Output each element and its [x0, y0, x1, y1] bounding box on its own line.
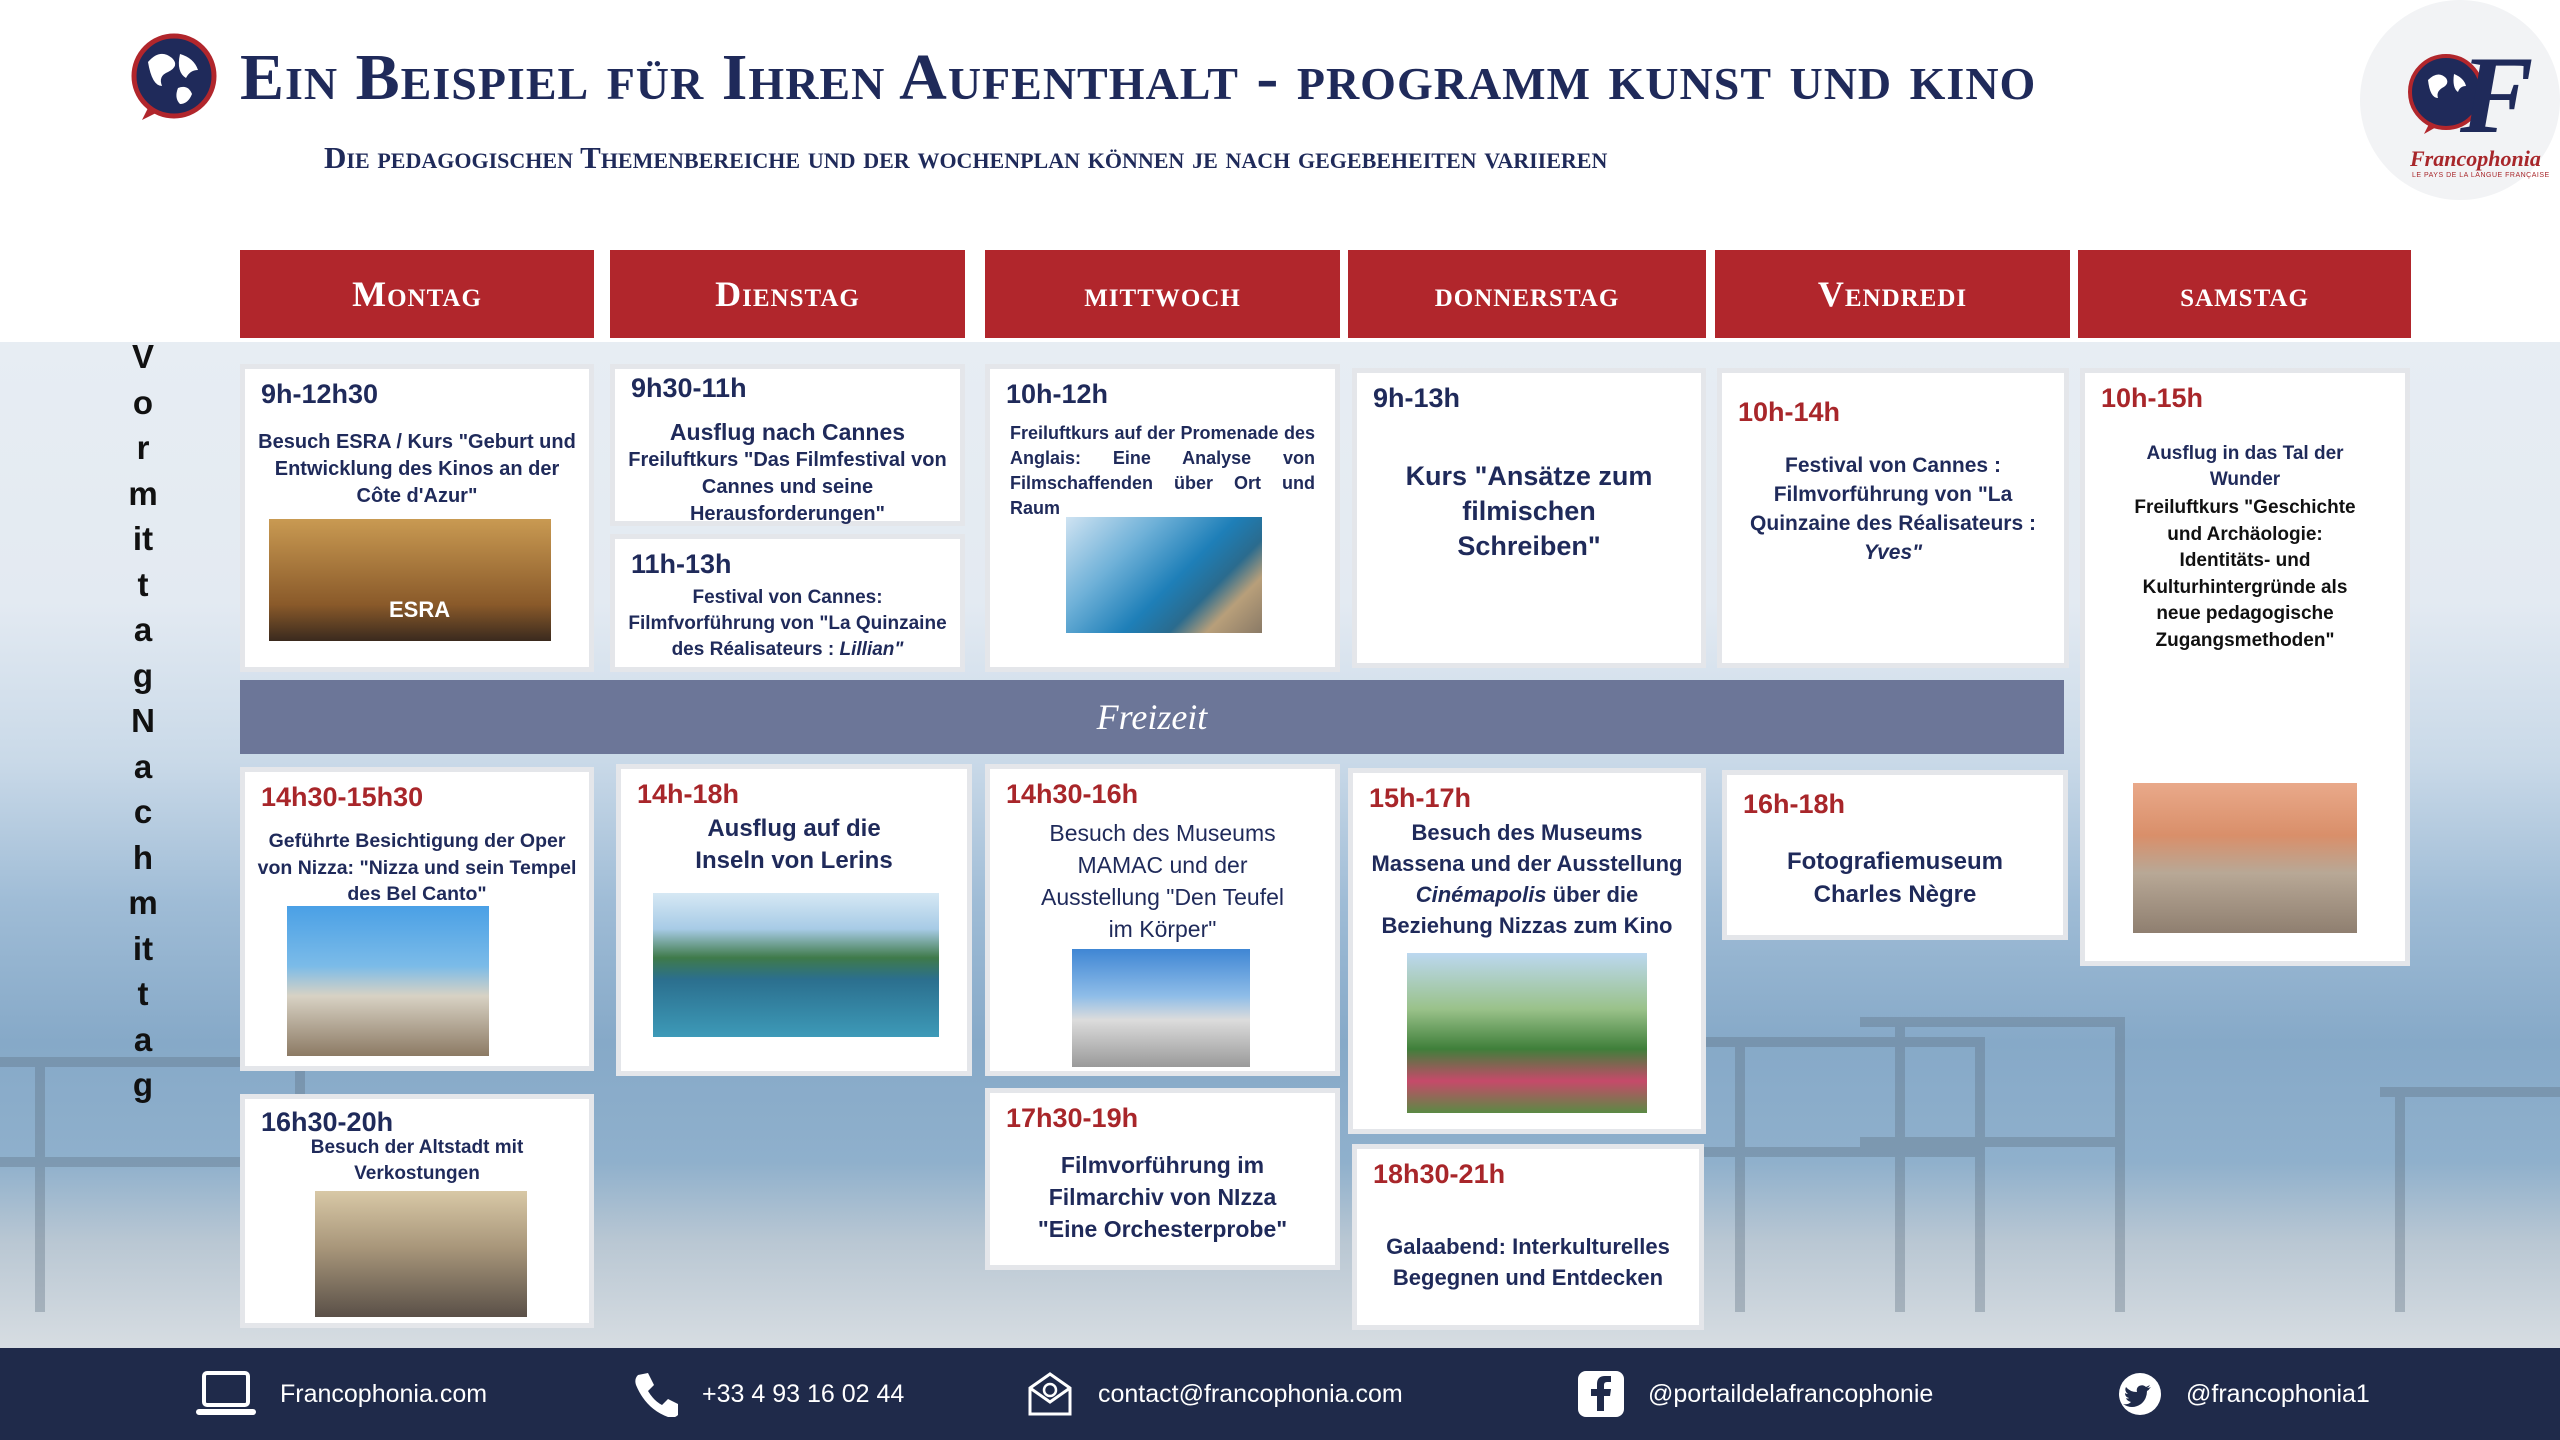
- event-text: über die Beziehung Nizzas zum Kino: [1381, 882, 1673, 938]
- side-letter: a: [133, 747, 153, 785]
- event-card-vendredi-morning: [1717, 368, 2069, 668]
- twitter-handle[interactable]: @francophonia1: [2186, 1379, 2370, 1408]
- footer-phone[interactable]: [632, 1348, 904, 1440]
- side-letter: t: [137, 565, 149, 603]
- francophonia-globe-icon: [2350, 0, 2560, 230]
- event-time: 16h30-20h: [261, 1107, 394, 1137]
- svg-text:F: F: [2460, 34, 2534, 156]
- email-address[interactable]: contact@francophonia.com: [1098, 1379, 1403, 1408]
- side-letter: m: [128, 884, 158, 921]
- event-text: Festival von Cannes: Filmfvorführung von "La Quinzaine des Réalisateurs :: [628, 587, 947, 660]
- day-header-vendredi: Vendredi: [1715, 250, 2070, 338]
- event-time: 11h-13h: [631, 549, 732, 579]
- event-time: 10h-12h: [1006, 379, 1109, 409]
- vormittag-nachmittag-label: [118, 334, 168, 1108]
- footer-website[interactable]: [196, 1348, 487, 1440]
- tal-der-wunder-photo: [2133, 783, 2357, 933]
- event-description: Filmvorführung im Filmarchiv von NIzza "Eine Orchesterprobe": [1037, 1152, 1288, 1242]
- event-time: 14h30-16h: [1006, 779, 1139, 809]
- day-header-mittwoch: mittwoch: [985, 250, 1340, 338]
- event-description: [1363, 817, 1691, 941]
- event-film-title: Lillian": [839, 639, 904, 660]
- event-time: 14h-18h: [637, 779, 740, 809]
- event-text: Besuch des Museums Massena und der Ausstellung: [1371, 820, 1683, 876]
- event-title: Ausflug nach Cannes: [669, 419, 906, 445]
- event-time: 14h30-15h30: [261, 782, 424, 812]
- footer-email[interactable]: [1026, 1348, 1403, 1440]
- event-description: Besuch der Altstadt mit Verkostungen: [310, 1137, 524, 1184]
- footer-facebook[interactable]: [1578, 1348, 1933, 1440]
- event-time: 9h-13h: [1373, 383, 1461, 413]
- event-description: Besuch des Museums MAMAC und der Ausstellung "Den Teufel im Körper": [1040, 820, 1284, 942]
- event-description: Besuch ESRA / Kurs "Geburt und Entwicklung des Kinos an der Côte d'Azur": [258, 431, 576, 507]
- side-letter: r: [136, 429, 150, 466]
- globe-chat-logo-icon: [128, 32, 220, 124]
- brand-tagline: LE PAYS DE LA LANGUE FRANÇAISE: [2412, 172, 2550, 179]
- event-description: [1732, 451, 2054, 567]
- promenade-des-anglais-photo: [1066, 517, 1262, 633]
- facebook-handle[interactable]: @portaildelafrancophonie: [1648, 1379, 1934, 1408]
- event-description: Kurs "Ansätze zum filmischen Schreiben": [1405, 461, 1653, 561]
- freizeit-band: Freizeit: [240, 680, 2064, 754]
- event-time: 16h-18h: [1743, 789, 1846, 819]
- page-subtitle: Die pedagogischen Themenbereiche und der wochenplan können je nach gegebeheiten variieren: [324, 140, 1608, 175]
- event-description: Freiluftkurs auf der Promenade des Anglais: Eine Analyse von Filmschaffenden über Ort und Raum: [1010, 423, 1315, 518]
- side-letter: t: [137, 975, 149, 1012]
- event-time: 18h30-21h: [1373, 1159, 1506, 1189]
- page-title: Ein Beispiel für Ihren Aufenthalt - programm kunst und kino: [240, 41, 2037, 114]
- event-description: Galaabend: Interkulturelles Begegnen und Entdecken: [1386, 1234, 1670, 1290]
- event-description: Ausflug auf die Inseln von Lerins: [695, 815, 893, 874]
- footer-twitter[interactable]: [2118, 1348, 2370, 1440]
- side-letter: g: [132, 656, 154, 694]
- photo-caption: ESRA: [389, 597, 451, 622]
- facebook-icon: [1578, 1371, 1624, 1417]
- event-card-donnerstag-afternoon-2: [1352, 1144, 1704, 1330]
- event-time: 17h30-19h: [1006, 1103, 1139, 1133]
- phone-number[interactable]: +33 4 93 16 02 44: [702, 1379, 905, 1408]
- event-description: [625, 585, 950, 663]
- side-letter: V: [131, 338, 154, 375]
- side-letter: it: [132, 929, 154, 967]
- event-description: Freiluftkurs "Geschichte und Archäologie: Identitäts- und Kulturhintergründe als neue pedagogische Zugangsmethoden": [2134, 497, 2356, 651]
- event-exhibition-title: Cinémapolis: [1415, 882, 1547, 907]
- event-card-montag-morning: [240, 364, 594, 672]
- francophonia-logo: [2350, 0, 2560, 230]
- day-header-montag: Montag: [240, 250, 594, 338]
- event-text: Festival von Cannes : Filmvorführung von "La Quinzaine des Réalisateurs :: [1750, 454, 2036, 535]
- side-letter: a: [133, 1020, 153, 1058]
- event-card-donnerstag-morning: [1352, 368, 1706, 668]
- website-link[interactable]: Francophonia.com: [280, 1379, 488, 1408]
- side-letter: N: [131, 702, 155, 739]
- event-card-dienstag-afternoon: [616, 764, 972, 1076]
- event-card-montag-afternoon-2: [240, 1094, 594, 1328]
- side-letter: m: [128, 474, 158, 512]
- event-card-donnerstag-afternoon-1: [1348, 768, 1706, 1134]
- event-time: 9h-12h30: [261, 379, 379, 409]
- event-description: Geführte Besichtigung der Oper von Nizza: "Nizza und sein Tempel des Bel Canto": [257, 830, 577, 905]
- side-letter: c: [133, 793, 153, 830]
- event-description: Freiluftkurs "Das Filmfestival von Cannes und seine Herausforderungen": [628, 449, 947, 525]
- event-card-vendredi-afternoon: [1722, 770, 2068, 940]
- museum-massena-photo: [1407, 953, 1647, 1113]
- side-letter: it: [132, 520, 154, 557]
- side-letter: g: [132, 1066, 154, 1103]
- day-header-samstag: samstag: [2078, 250, 2411, 338]
- day-header-dienstag: Dienstag: [610, 250, 965, 338]
- event-card-dienstag-morning-2: [610, 534, 965, 672]
- event-card-mittwoch-afternoon-1: [985, 764, 1340, 1076]
- event-time: 10h-14h: [1738, 397, 1841, 427]
- mamac-museum-photo: [1072, 949, 1250, 1067]
- event-card-mittwoch-afternoon-2: [985, 1088, 1340, 1270]
- side-letter: h: [132, 838, 154, 876]
- lerins-islands-photo: [653, 893, 939, 1037]
- event-title: Ausflug in das Tal der Wunder: [2146, 443, 2344, 490]
- side-letter: o: [132, 383, 154, 421]
- phone-icon: [632, 1371, 678, 1417]
- altstadt-photo: [315, 1191, 527, 1317]
- event-card-mittwoch-morning: [985, 364, 1340, 672]
- event-time: 15h-17h: [1369, 783, 1472, 813]
- brand-name: Francophonia: [2410, 146, 2541, 171]
- event-card-samstag: [2080, 368, 2410, 966]
- event-time: 10h-15h: [2101, 383, 2204, 413]
- email-icon: [1026, 1370, 1074, 1418]
- opera-de-nice-photo: [287, 906, 489, 1056]
- event-time: 9h30-11h: [631, 373, 747, 403]
- day-header-donnerstag: donnerstag: [1348, 250, 1706, 338]
- esra-building-photo: [269, 519, 551, 641]
- laptop-icon: [196, 1371, 256, 1417]
- event-card-montag-afternoon-1: [240, 767, 594, 1071]
- event-description: Fotografiemuseum Charles Nègre: [1786, 848, 2004, 908]
- event-card-dienstag-morning-1: [610, 364, 965, 526]
- twitter-icon: [2118, 1372, 2162, 1416]
- contact-footer: [0, 1348, 2560, 1440]
- side-letter: a: [133, 611, 153, 648]
- event-film-title: Yves": [1863, 541, 1923, 564]
